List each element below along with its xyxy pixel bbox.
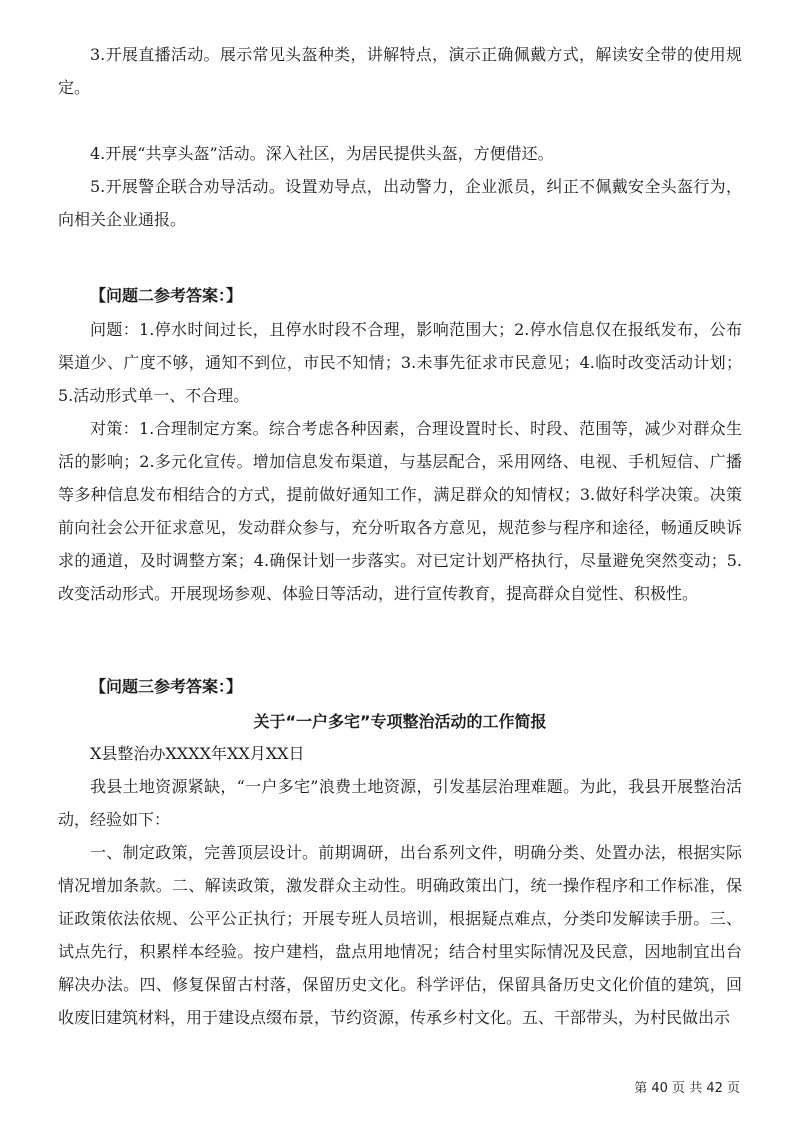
paragraph-item-5: 5.开展警企联合劝导活动。设置劝导点，出动警力，企业派员，纠正不佩戴安全头盔行为，向相关企业通报。: [58, 177, 742, 229]
paragraph-item-3: 3.开展直播活动。展示常见头盔种类，讲解特点，演示正确佩戴方式，解读安全带的使用规定。: [58, 45, 742, 97]
paragraph-problem: 问题：1.停水时间过长，且停水时段不合理，影响范围大；2.停水信息仅在报纸发布，公布渠道少、广度不够，通知不到位，市民不知情；3.未事先征求市民意见；4.临时改变活动计划；5.活动形式单一、不合理。: [58, 320, 742, 405]
report-title: 关于“一户多宅”专项整治活动的工作简报: [253, 712, 547, 731]
report-body: 一、制定政策，完善顶层设计。前期调研，出台系列文件，明确分类、处置办法，根据实际情况增加条款。二、解读政策，激发群众主动性。明确政策出门，统一操作程序和工作标准，保证政策依法依规、公平公正执行；开展专班人员培训，根据疑点难点，分类印发解读手册。三、试点先行，积累样本经验。按户建档，盘点用地情况；结合村里实际情况及民意，因地制宜出台解决办法。四、修复保留古村落，保留历史文化。科学评估，保留具备历史文化价值的建筑，回收废旧建筑材料，用于建设点缀布景，节约资源，传承乡村文化。五、干部带头，为村民做出示: [58, 843, 742, 1027]
paragraph-countermeasure: 对策：1.合理制定方案。综合考虑各种因素，合理设置时长、时段、范围等，减少对群众生活的影响；2.多元化宣传。增加信息发布渠道，与基层配合，采用网络、电视、手机短信、广播等多种信息发布相结合的方式，提前做好通知工作，满足群众的知情权；3.做好科学决策。决策前向社会公开征求意见，发动群众参与，充分听取各方意见，规范参与程序和途径，畅通反映诉求的通道，及时调整方案；4.确保计划一步落实。对已定计划严格执行，尽量避免突然变动；5.改变活动形式。开展现场参观、体验日等活动，进行宣传教育，提高群众自觉性、积极性。: [58, 419, 742, 603]
section-heading-question-3: 【问题三参考答案：】: [90, 677, 243, 696]
page-number: 第 40 页 共 42 页: [634, 1081, 740, 1096]
section-heading-question-2: 【问题二参考答案：】: [90, 286, 243, 305]
report-intro: 我县土地资源紧缺，“一户多宅”浪费土地资源，引发基层治理难题。为此，我县开展整治活动，经验如下：: [58, 777, 742, 829]
paragraph-item-4: 4.开展“共享头盔”活动。深入社区，为居民提供头盔，方便借还。: [90, 144, 554, 163]
report-dateline: X县整治办XXXX年XX月XX日: [90, 744, 305, 763]
